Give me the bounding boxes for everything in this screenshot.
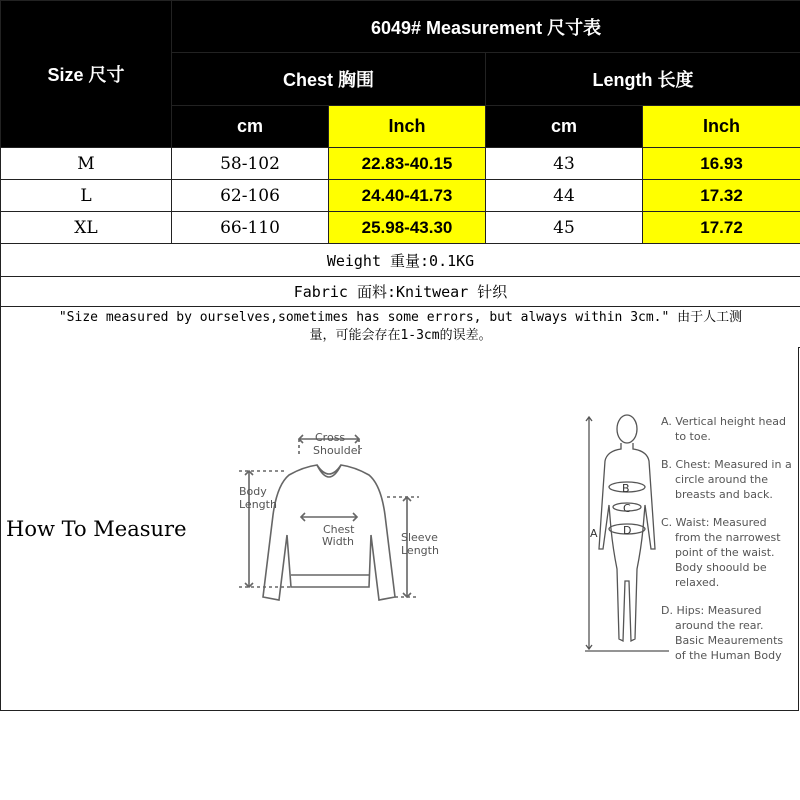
marker-b: B — [622, 482, 630, 495]
body-measure-notes — [659, 413, 797, 677]
fabric-row: Fabric 面料:Knitwear 针织 — [1, 277, 800, 307]
table-title: 6049# Measurement 尺寸表 — [172, 1, 800, 53]
table-row — [1, 212, 800, 244]
how-to-measure-title: How To Measure — [6, 517, 187, 541]
chest-cm-cell: 58-102 — [172, 148, 329, 180]
table-row — [1, 148, 800, 180]
size-cell: XL — [1, 212, 172, 244]
length-cm-cell: 43 — [486, 148, 643, 180]
weight-row: Weight 重量:0.1KG — [1, 244, 800, 277]
measurement-note — [1, 307, 800, 348]
length-cm-cell: 45 — [486, 212, 643, 244]
length-inch-cell: 17.72 — [643, 212, 800, 244]
note-c: C. Waist: Measured from the narrowest point of the waist. Body shoould be relaxed. — [661, 516, 781, 589]
sweater-diagram — [229, 425, 449, 625]
chest-cm-cell: 62-106 — [172, 180, 329, 212]
note-line-2: 量，可能会存在1-3cm的误差。 — [309, 328, 492, 343]
marker-a: A — [590, 527, 598, 540]
body-outline — [599, 443, 655, 641]
chest-width-label: Chest Width — [322, 523, 355, 548]
head-shape — [617, 415, 637, 443]
size-cell: M — [1, 148, 172, 180]
size-cell: L — [1, 180, 172, 212]
marker-c: C — [623, 502, 631, 515]
measurement-table — [0, 0, 800, 348]
sleeve-length-label: Sleeve Length — [401, 531, 439, 557]
chest-inch-cell: 25.98-43.30 — [329, 212, 486, 244]
length-header: Length 长度 — [486, 53, 800, 106]
body-length-label: Body Length — [239, 485, 277, 511]
note-d: D. Hips: Measured around the rear. Basic Meaurements of the Human Body — [661, 604, 784, 662]
sweater-neckline — [317, 465, 341, 477]
length-inch-header: Inch — [643, 106, 800, 148]
length-cm-cell: 44 — [486, 180, 643, 212]
chest-inch-cell: 24.40-41.73 — [329, 180, 486, 212]
chest-inch-header: Inch — [329, 106, 486, 148]
length-inch-cell: 16.93 — [643, 148, 800, 180]
chest-header: Chest 胸围 — [172, 53, 486, 106]
chest-inch-cell: 22.83-40.15 — [329, 148, 486, 180]
note-a: A. Vertical height head to toe. — [661, 415, 787, 443]
chest-cm-cell: 66-110 — [172, 212, 329, 244]
how-to-measure-section — [0, 347, 799, 711]
size-header: Size 尺寸 — [1, 1, 172, 148]
length-cm-header: cm — [486, 106, 643, 148]
cross-shoulder-label: Cross Shoulder — [313, 431, 362, 457]
note-line-1: "Size measured by ourselves,sometimes has some errors, but always within 3cm." 由于人工测 — [58, 310, 743, 325]
length-inch-cell: 17.32 — [643, 180, 800, 212]
chest-cm-header: cm — [172, 106, 329, 148]
note-b: B. Chest: Measured in a circle around the breasts and back. — [661, 458, 792, 501]
marker-d: D — [623, 524, 632, 537]
table-row — [1, 180, 800, 212]
